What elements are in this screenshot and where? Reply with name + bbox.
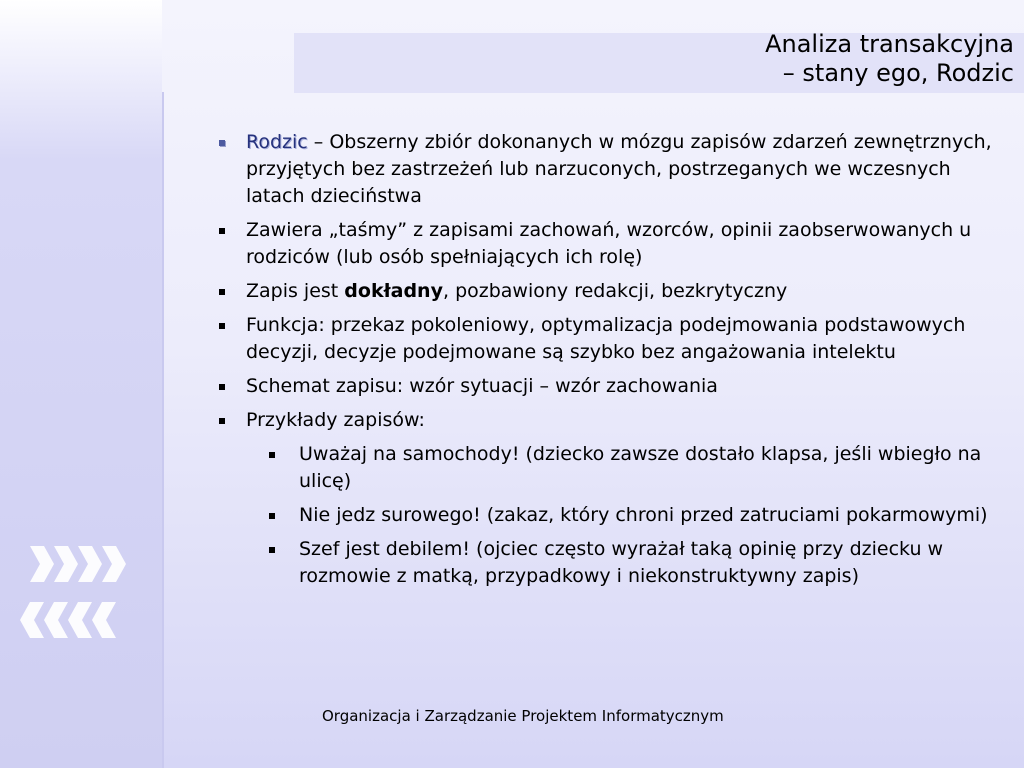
sub-bullet-item (214, 441, 1004, 495)
slide-footer: Organizacja i Zarządzanie Projektem Informatycznym (322, 707, 724, 725)
slide-title-line-1: Analiza transakcyjna (765, 30, 1014, 58)
bullet-item (214, 312, 1004, 366)
left-decorative-band (0, 0, 162, 768)
slide-content (214, 129, 1004, 597)
square-bullet-icon (269, 513, 275, 519)
bullet-bold-word: dokładny (344, 280, 443, 302)
chevron-right-icon (28, 544, 132, 584)
square-bullet-icon (219, 384, 225, 390)
bullet-item (214, 129, 1004, 210)
bullet-text: Zawiera „taśmy” z zapisami zachowań, wzorców, opinii zaobserwowanych u rodziców (lub osób spełniających ich rolę) (246, 219, 972, 268)
bullet-item (214, 407, 1004, 434)
sub-bullet-text: Nie jedz surowego! (zakaz, który chroni przed zatruciami pokarmowymi) (299, 504, 988, 526)
bullet-text: Funkcja: przekaz pokoleniowy, optymalizacja podejmowania podstawowych decyzji, decyzje podejmowane są szybko bez angażowania intelektu (246, 314, 966, 363)
square-bullet-icon (219, 418, 225, 424)
bullet-text: Przykłady zapisów: (246, 409, 425, 431)
square-bullet-icon (219, 228, 225, 234)
square-bullet-icon (219, 323, 225, 329)
bullet-item (214, 217, 1004, 271)
bullet-keyword: Rodzic (246, 131, 308, 153)
bullet-item (214, 278, 1004, 305)
bullet-text-pre: Zapis jest (246, 280, 345, 302)
chevron-left-icon (18, 600, 122, 640)
square-bullet-icon (219, 140, 225, 146)
square-bullet-icon (269, 547, 275, 553)
slide-title (765, 30, 1014, 88)
bullet-text: Schemat zapisu: wzór sytuacji – wzór zachowania (246, 375, 718, 397)
sub-bullet-item (214, 536, 1004, 590)
slide-title-line-2: – stany ego, Rodzic (782, 59, 1014, 87)
sub-bullet-item (214, 502, 1004, 529)
sub-bullet-text: Uważaj na samochody! (dziecko zawsze dostało klapsa, jeśli wbiegło na ulicę) (299, 443, 982, 492)
square-bullet-icon (219, 289, 225, 295)
bullet-text-post: , pozbawiony redakcji, bezkrytyczny (442, 280, 788, 302)
bullet-item (214, 373, 1004, 400)
bullet-text: – Obszerny zbiór dokonanych w mózgu zapisów zdarzeń zewnętrznych, przyjętych bez zastrzeżeń lub narzuconych, postrzeganych we wczesnych latach dzieciństwa (246, 131, 992, 207)
left-band-shadow (162, 92, 164, 768)
square-bullet-icon (269, 452, 275, 458)
sub-bullet-text: Szef jest debilem! (ojciec często wyrażał taką opinię przy dziecku w rozmowie z matką, przypadkowy i niekonstruktywny zapis) (299, 538, 944, 587)
